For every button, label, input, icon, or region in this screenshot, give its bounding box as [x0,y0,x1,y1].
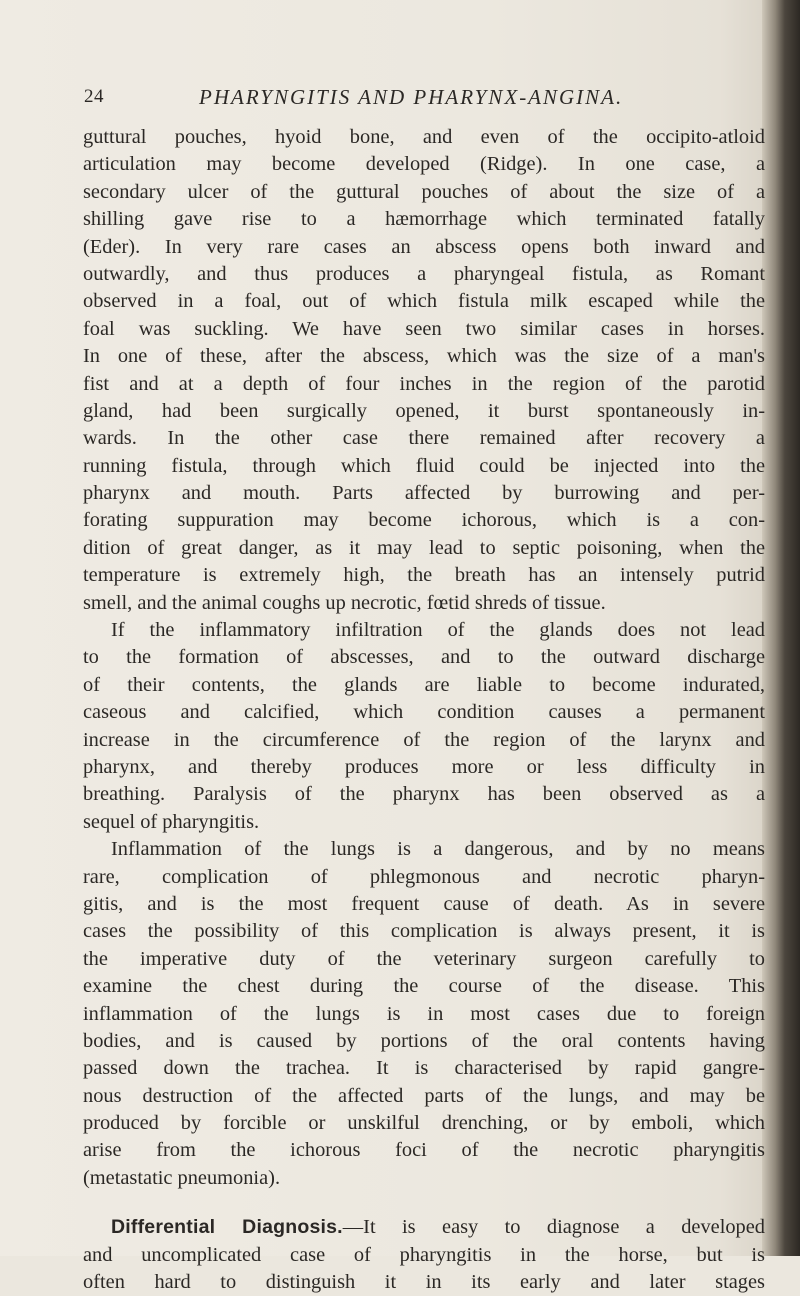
text-line: observed in a foal, out of which fistula milk escaped while the [83,290,765,313]
text-line: examine the chest during the course of the disease. This [83,975,765,998]
running-head-title: PHARYNGITIS AND PHARYNX-ANGINA. [199,85,624,109]
book-spine-shadow [762,0,800,1256]
text-line: smell, and the animal coughs up necrotic, fœtid shreds of tissue. [83,591,606,614]
section-heading: Differential Diagnosis. [111,1216,343,1239]
text-line: cases the possibility of this complication is always present, it is [83,920,765,943]
text-line: articulation may become developed (Ridge). In one case, a [83,153,765,176]
text-line: bodies, and is caused by portions of the oral contents having [83,1029,765,1052]
text-line: wards. In the other case there remained after recovery a [83,427,765,450]
text-line: passed down the trachea. It is characterised by rapid gangre- [83,1057,765,1080]
text-line: forating suppuration may become ichorous, which is a con- [83,509,765,532]
text-line: outwardly, and thus produces a pharyngeal fistula, as Romant [83,262,765,285]
text-line: shilling gave rise to a hæmorrhage which terminated fatally [83,208,765,231]
text-line: nous destruction of the affected parts of the lungs, and may be [83,1084,765,1107]
page-number: 24 [84,86,104,107]
text-line: gitis, and is the most frequent cause of death. As in severe [83,892,765,915]
text-line: to the formation of abscesses, and to the outward discharge [83,646,765,669]
text-line: arise from the ichorous foci of the necrotic pharyngitis [83,1139,765,1162]
text-line: In one of these, after the abscess, which was the size of a man's [83,345,765,368]
text-line: pharynx, and thereby produces more or less difficulty in [83,755,765,778]
text-line: inflammation of the lungs is in most cases due to foreign [83,1002,765,1025]
text-line: breathing. Paralysis of the pharynx has been observed as a [83,783,765,806]
text-line: fist and at a depth of four inches in the region of the parotid [83,372,765,395]
text-line: produced by forcible or unskilful drenching, or by emboli, which [83,1112,765,1135]
text-line: of their contents, the glands are liable to become indurated, [83,673,765,696]
text-line: dition of great danger, as it may lead to septic poisoning, when the [83,536,765,559]
text-line: guttural pouches, hyoid bone, and even of the occipito-atloid [83,126,765,148]
paragraph-start: If the inflammatory infiltration of the glands does not lead [111,619,765,642]
running-head [84,82,764,116]
text-line: sequel of pharyngitis. [83,810,260,833]
text-line: gland, had been surgically opened, it burst spontaneously in- [83,399,765,422]
text-line: (Eder). In very rare cases an abscess opens both inward and [83,235,765,258]
text-line: running fistula, through which fluid could be injected into the [83,454,765,477]
text-line: (metastatic pneumonia). [83,1166,281,1189]
section-first-line [83,1214,765,1241]
text-line: foal was suckling. We have seen two similar cases in horses. [83,317,765,340]
section-text: —It is easy to diagnose a developed [342,1216,765,1239]
text-line: increase in the circumference of the region of the larynx and [83,728,765,751]
text-line: the imperative duty of the veterinary surgeon carefully to [83,947,765,970]
text-line: temperature is extremely high, the breath has an intensely putrid [83,564,765,587]
text-line: secondary ulcer of the guttural pouches of about the size of a [83,180,765,203]
text-line: pharynx and mouth. Parts affected by burrowing and per- [83,482,765,505]
body-text [83,124,765,1296]
text-line: rare, complication of phlegmonous and necrotic pharyn- [83,865,765,888]
text-line: often hard to distinguish it in its early and later stages [83,1271,765,1294]
paragraph-start: Inflammation of the lungs is a dangerous, and by no means [111,838,765,861]
text-line: and uncomplicated case of pharyngitis in the horse, but is [83,1243,765,1266]
section-gap [83,1192,765,1214]
text-line: caseous and calcified, which condition causes a permanent [83,701,765,724]
